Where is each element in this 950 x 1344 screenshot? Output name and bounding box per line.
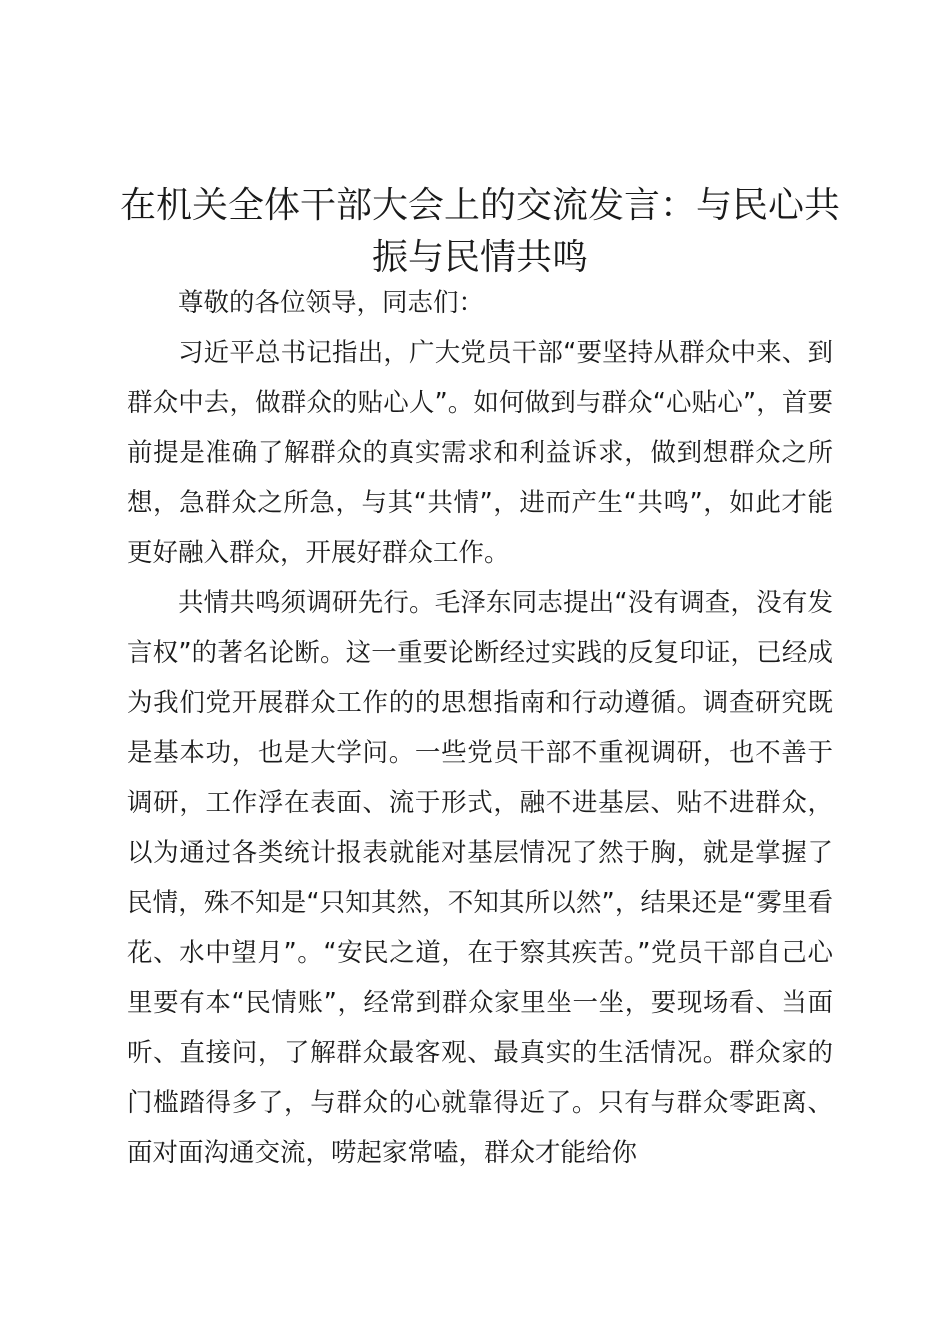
document-title: [110, 180, 850, 284]
paragraph-1: 习近平总书记指出，广大党员干部“要坚持从群众中来、到群众中去，做群众的贴心人”。如何做到与群众“心贴心”，首要前提是准确了解群众的真实需求和利益诉求，做到想群众之所想，急群众之所急，与其“共情”，进而产生“共鸣”，如此才能更好融入群众，开展好群众工作。: [127, 338, 833, 568]
document-body: [127, 278, 833, 1178]
salutation: 尊敬的各位领导，同志们：: [178, 288, 485, 318]
title-line-1: 在机关全体干部大会上的交流发言：与民心共: [119, 185, 840, 226]
paragraph-2: 共情共鸣须调研先行。毛泽东同志提出“没有调查，没有发言权”的著名论断。这一重要论断经过实践的反复印证，已经成为我们党开展群众工作的的思想指南和行动遵循。调查研究既是基本功，也是大学问。一些党员干部不重视调研，也不善于调研，工作浮在表面、流于形式，融不进基层、贴不进群众，以为通过各类统计报表就能对基层情况了然于胸，就是掌握了民情，殊不知是“只知其然，不知其所以然”，结果还是“雾里看花、水中望月”。“安民之道，在于察其疾苦。”党员干部自己心里要有本“民情账”，经常到群众家里坐一坐，要现场看、当面听、直接问，了解群众最客观、最真实的生活情况。群众家的门槛踏得多了，与群众的心就靠得近了。只有与群众零距离、面对面沟通交流，唠起家常嗑，群众才能给你: [127, 588, 833, 1168]
title-line-2: 振与民情共鸣: [371, 237, 588, 278]
